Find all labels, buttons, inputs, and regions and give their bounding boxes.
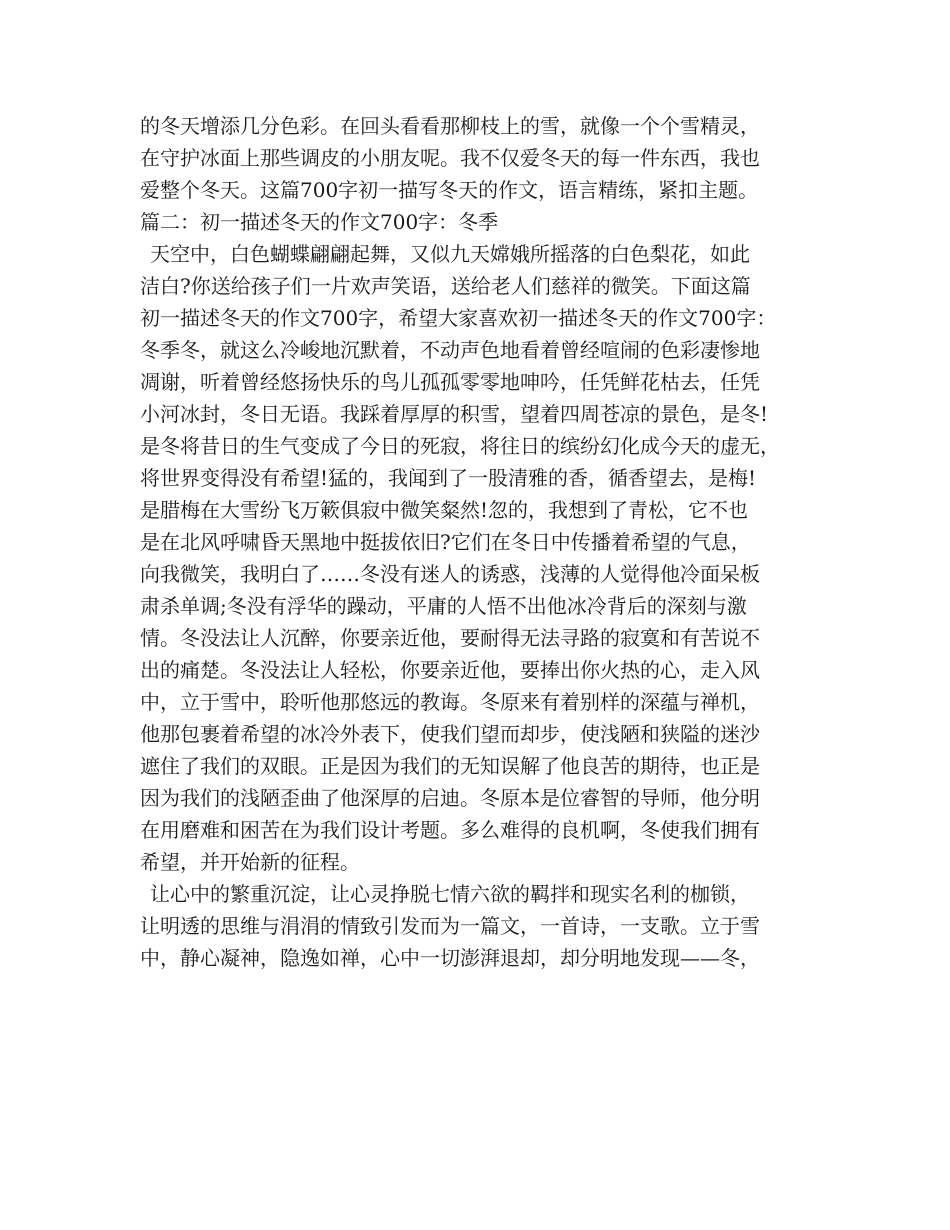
text-line: 小河冰封，冬日无语。我踩着厚厚的积雪，望着四周苍凉的景色，是冬!: [140, 402, 769, 426]
text-line: 中，静心凝神，隐逸如禅，心中一切澎湃退却，却分明地发现——冬，: [140, 946, 760, 970]
text-line: 冬季冬，就这么冷峻地沉默着，不动声色地看着曾经喧闹的色彩凄惨地: [140, 338, 760, 362]
text-line: 中，立于雪中，聆听他那悠远的教诲。冬原来有着别样的深蕴与禅机，: [140, 690, 760, 714]
text-line: 他那包裹着希望的冰冷外表下，使我们望而却步，使浅陋和狭隘的迷沙: [140, 722, 760, 746]
text-line: 情。冬没法让人沉醉，你要亲近他，要耐得无法寻路的寂寞和有苦说不: [140, 626, 760, 650]
text-line: 向我微笑，我明白了……冬没有迷人的诱惑，浅薄的人觉得他冷面呆板: [140, 562, 760, 586]
text-line: 爱整个冬天。这篇700字初一描写冬天的作文，语言精练，紧扣主题。: [140, 178, 759, 202]
text-line: 初一描述冬天的作文700字，希望大家喜欢初一描述冬天的作文700字：: [140, 306, 777, 330]
paragraph-start-line: 天空中，白色蝴蝶翩翩起舞，又似九天嫦娥所摇落的白色梨花，如此: [150, 242, 750, 266]
text-line: 洁白?你送给孩子们一片欢声笑语，送给老人们慈祥的微笑。下面这篇: [140, 274, 751, 298]
text-line: 是腊梅在大雪纷飞万簌俱寂中微笑粲然!忽的，我想到了青松，它不也: [140, 498, 749, 522]
text-line: 在守护冰面上那些调皮的小朋友呢。我不仅爱冬天的每一件东西，我也: [140, 146, 760, 170]
text-line: 将世界变得没有希望!猛的，我闻到了一股清雅的香，循香望去，是梅!: [140, 466, 757, 490]
text-line: 希望，并开始新的征程。: [140, 850, 360, 874]
text-line: 在用磨难和困苦在为我们设计考题。多么难得的良机啊，冬使我们拥有: [140, 818, 760, 842]
text-line: 的冬天增添几分色彩。在回头看看那柳枝上的雪，就像一个个雪精灵，: [140, 114, 760, 138]
body-text: [140, 110, 840, 974]
paragraph-start-line: 让心中的繁重沉淀，让心灵挣脱七情六欲的羁拌和现实名利的枷锁，: [150, 882, 750, 906]
text-line: 凋谢，听着曾经悠扬快乐的鸟儿孤孤零零地呻吟，任凭鲜花枯去，任凭: [140, 370, 760, 394]
text-line: 是在北风呼啸昏天黑地中挺拔依旧?它们在冬日中传播着希望的气息，: [140, 530, 751, 554]
text-line: 因为我们的浅陋歪曲了他深厚的启迪。冬原本是位睿智的导师，他分明: [140, 786, 760, 810]
text-line: 让明透的思维与涓涓的情致引发而为一篇文，一首诗，一支歌。立于雪: [140, 914, 760, 938]
text-line: 遮住了我们的双眼。正是因为我们的无知误解了他良苦的期待，也正是: [140, 754, 760, 778]
text-line: 出的痛楚。冬没法让人轻松，你要亲近他，要捧出你火热的心，走入风: [140, 658, 760, 682]
text-line: 肃杀单调;冬没有浮华的躁动，平庸的人悟不出他冰冷背后的深刻与激: [140, 594, 747, 618]
text-line: 是冬将昔日的生气变成了今日的死寂，将往日的缤纷幻化成今天的虚无，: [140, 434, 780, 458]
section-heading: 篇二：初一描述冬天的作文700字：冬季: [140, 210, 499, 234]
